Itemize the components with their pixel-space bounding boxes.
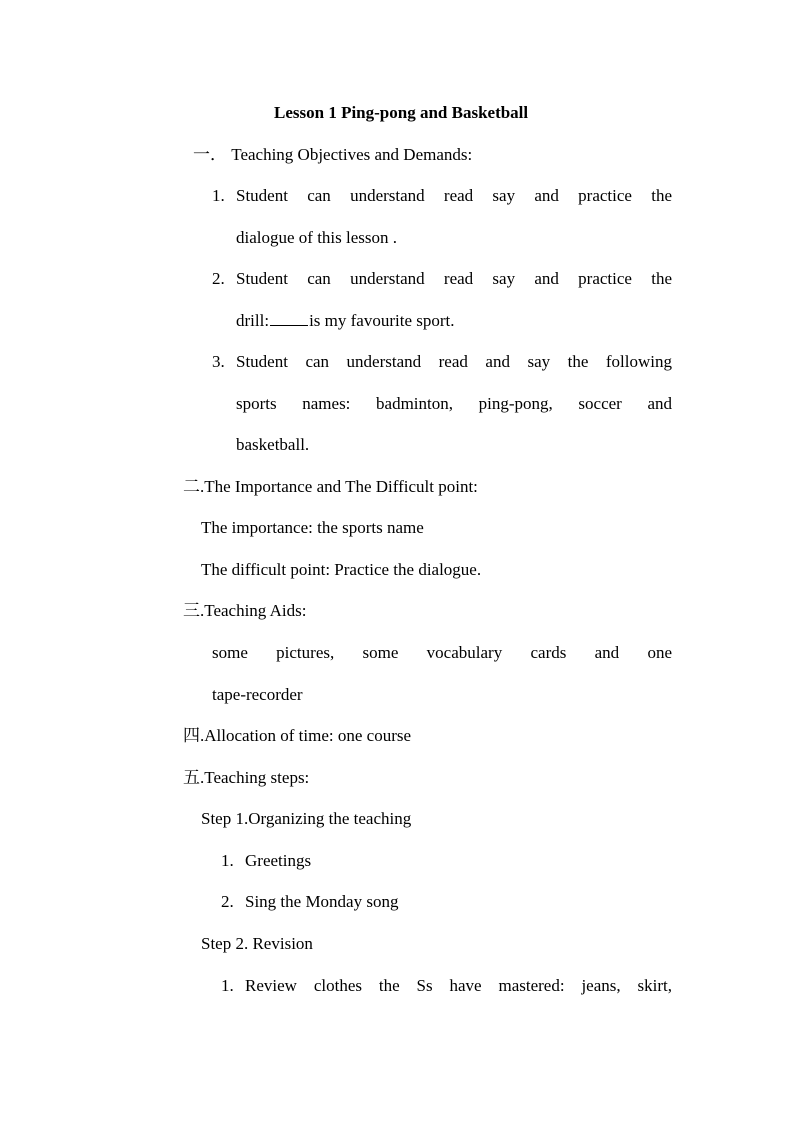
step-2-item-1-number: 1.: [221, 976, 234, 995]
section-5-heading: 五.Teaching steps:: [183, 768, 310, 787]
step-1-item-2-text: Sing the Monday song: [245, 892, 399, 911]
section-2-heading: 二.The Importance and The Difficult point:: [183, 477, 478, 496]
objective-1-line-2: dialogue of this lesson .: [236, 228, 398, 247]
objective-3-line-3: basketball.: [236, 435, 310, 454]
step-2-item-1: [221, 976, 672, 996]
drill-prefix: drill:: [236, 311, 270, 330]
step-1-label: Step 1.Organizing the teaching: [201, 809, 412, 828]
teaching-aids-line-1: some pictures, some vocabulary cards and one: [212, 643, 672, 662]
objective-3-number: 3.: [212, 352, 225, 371]
step-1-item-1: [221, 851, 311, 871]
objective-1-number: 1.: [212, 186, 225, 205]
difficult-point-text: The difficult point: Practice the dialogue.: [201, 560, 482, 579]
objective-2-line-2: [236, 311, 454, 331]
objective-item-1: [212, 186, 672, 206]
objective-3-line-2: sports names: badminton, ping-pong, soccer and: [236, 394, 672, 413]
drill-suffix: is my favourite sport.: [309, 311, 455, 330]
objective-item-3: [212, 352, 672, 372]
objective-item-2: [212, 269, 672, 289]
step-2-item-1-text: Review clothes the Ss have mastered: jeans, skirt,: [245, 976, 672, 995]
objective-1-line-1: Student can understand read say and practice the: [236, 186, 672, 205]
objective-3-line-1: Student can understand read and say the following: [236, 352, 672, 371]
section-4-heading: 四.Allocation of time: one course: [183, 726, 412, 745]
section-3-heading: 三.Teaching Aids:: [183, 601, 307, 620]
objective-2-number: 2.: [212, 269, 225, 288]
step-1-item-1-number: 1.: [221, 851, 234, 870]
document-title: Lesson 1 Ping-pong and Basketball: [274, 103, 529, 122]
teaching-aids-line-2: tape-recorder: [212, 685, 303, 704]
step-1-item-2: [221, 892, 398, 912]
objective-2-line-1: Student can understand read say and practice the: [236, 269, 672, 288]
section-1-heading: 一． Teaching Objectives and Demands:: [193, 145, 473, 164]
step-2-label: Step 2. Revision: [201, 934, 313, 953]
importance-text: The importance: the sports name: [201, 518, 424, 537]
step-1-item-1-text: Greetings: [245, 851, 312, 870]
step-1-item-2-number: 2.: [221, 892, 234, 911]
drill-blank: [270, 311, 308, 326]
